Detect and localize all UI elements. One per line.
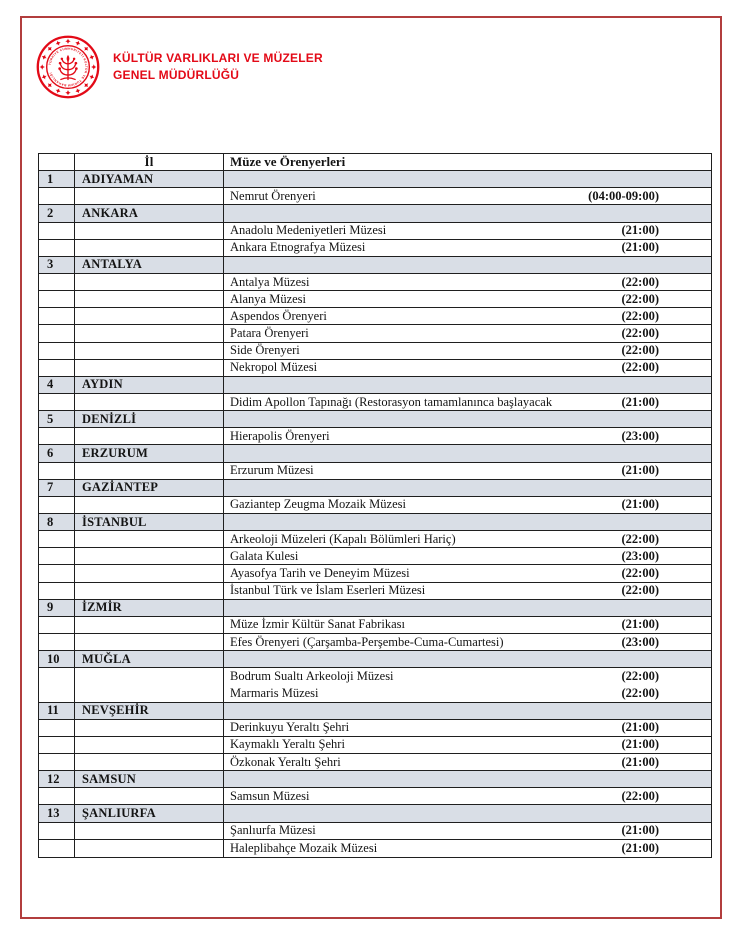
- province-name: ANTALYA: [75, 257, 224, 273]
- museum-time: (22:00): [621, 360, 659, 375]
- org-name-line1: KÜLTÜR VARLIKLARI VE MÜZELER: [113, 50, 323, 65]
- province-cell: [75, 823, 224, 839]
- museum-time: (21:00): [621, 223, 659, 238]
- row-number: [39, 428, 75, 444]
- province-cell: [75, 343, 224, 359]
- museum-cell: [224, 240, 711, 256]
- museum-name: Müze İzmir Kültür Sanat Fabrikası: [230, 617, 405, 632]
- province-cell: [75, 583, 224, 599]
- museum-name: Aspendos Örenyeri: [230, 308, 327, 323]
- province-name: İZMİR: [75, 600, 224, 616]
- museum-name: Hierapolis Örenyeri: [230, 428, 330, 443]
- museum-cell: [224, 788, 711, 804]
- museum-time: (21:00): [621, 754, 659, 769]
- museum-line: [230, 668, 659, 685]
- museum-line: [230, 685, 659, 702]
- museum-row: [39, 720, 711, 737]
- province-cell: [75, 737, 224, 753]
- empty-cell: [224, 651, 711, 667]
- museum-row: [39, 583, 711, 600]
- row-number: [39, 583, 75, 599]
- row-number: [39, 497, 75, 513]
- province-cell: [75, 274, 224, 290]
- province-row: [39, 805, 711, 822]
- province-cell: [75, 497, 224, 513]
- museum-row: [39, 394, 711, 411]
- province-name: İSTANBUL: [75, 514, 224, 530]
- empty-cell: [224, 205, 711, 221]
- museum-time: (21:00): [621, 497, 659, 512]
- museum-time: (22:00): [621, 325, 659, 340]
- museum-name: Efes Örenyeri (Çarşamba-Perşembe-Cuma-Cumartesi): [230, 634, 504, 649]
- row-number: [39, 720, 75, 736]
- museum-cell: [224, 497, 711, 513]
- museum-name: Side Örenyeri: [230, 343, 300, 358]
- province-cell: [75, 428, 224, 444]
- museum-row: [39, 274, 711, 291]
- row-number: [39, 308, 75, 324]
- museum-row: [39, 291, 711, 308]
- province-name: SAMSUN: [75, 771, 224, 787]
- province-name: ADIYAMAN: [75, 171, 224, 187]
- museum-row: [39, 617, 711, 634]
- row-number: [39, 531, 75, 547]
- row-number: 5: [39, 411, 75, 427]
- museum-time: (22:00): [621, 669, 659, 684]
- museum-time: (22:00): [621, 308, 659, 323]
- museum-row: [39, 360, 711, 377]
- province-cell: [75, 634, 224, 650]
- letterhead: [36, 35, 323, 99]
- row-number: [39, 343, 75, 359]
- seal-text: TÜRKİYE CUMHURİYETİ KÜLTÜR VE TURİZM BAKANLIĞI: [47, 46, 89, 88]
- museum-cell: [224, 308, 711, 324]
- empty-cell: [224, 445, 711, 461]
- museum-cell: [224, 583, 711, 599]
- empty-cell: [224, 377, 711, 393]
- museum-name: Patara Örenyeri: [230, 325, 309, 340]
- museum-row: [39, 308, 711, 325]
- header-sites-cell: Müze ve Örenyerleri: [230, 154, 346, 170]
- row-number: 2: [39, 205, 75, 221]
- province-name: ANKARA: [75, 205, 224, 221]
- museum-time: (22:00): [621, 531, 659, 546]
- province-row: [39, 171, 711, 188]
- museum-name: Şanlıurfa Müzesi: [230, 823, 316, 838]
- province-cell: [75, 291, 224, 307]
- museum-time: (23:00): [621, 548, 659, 563]
- museum-name: Alanya Müzesi: [230, 291, 307, 306]
- museum-cell: [224, 463, 711, 479]
- province-name: DENİZLİ: [75, 411, 224, 427]
- row-number: [39, 823, 75, 839]
- museum-row: [39, 497, 711, 514]
- museum-time: (22:00): [621, 291, 659, 306]
- museum-name: Kaymaklı Yeraltı Şehri: [230, 737, 345, 752]
- museum-name: Ankara Etnografya Müzesi: [230, 240, 366, 255]
- museum-time: (21:00): [621, 720, 659, 735]
- museum-row: [39, 325, 711, 342]
- museum-name: Antalya Müzesi: [230, 274, 310, 289]
- province-cell: [75, 788, 224, 804]
- museum-row: [39, 428, 711, 445]
- museum-row: [39, 463, 711, 480]
- province-name: ŞANLIURFA: [75, 805, 224, 821]
- museum-name: Didim Apollon Tapınağı (Restorasyon tamamlanınca başlayacak: [230, 394, 553, 409]
- museum-time: (04:00-09:00): [588, 188, 659, 203]
- museum-cell: [224, 325, 711, 341]
- row-number: [39, 223, 75, 239]
- museum-name: Erzurum Müzesi: [230, 463, 314, 478]
- empty-cell: [224, 600, 711, 616]
- museum-name: Gaziantep Zeugma Mozaik Müzesi: [230, 497, 406, 512]
- province-row: [39, 205, 711, 222]
- museum-cell: [224, 617, 711, 633]
- museum-row: [39, 668, 711, 702]
- row-number: 1: [39, 171, 75, 187]
- row-number: [39, 565, 75, 581]
- row-number: 4: [39, 377, 75, 393]
- org-name-line2: GENEL MÜDÜRLÜĞÜ: [113, 68, 240, 82]
- province-cell: [75, 617, 224, 633]
- row-number: 11: [39, 703, 75, 719]
- row-number: [39, 617, 75, 633]
- empty-cell: [224, 257, 711, 273]
- museum-row: [39, 343, 711, 360]
- province-cell: [75, 548, 224, 564]
- museum-name: Nemrut Örenyeri: [230, 188, 316, 203]
- museum-time: (23:00): [621, 634, 659, 649]
- province-cell: [75, 223, 224, 239]
- museum-row: [39, 823, 711, 840]
- province-row: [39, 703, 711, 720]
- museum-name: Haleplibahçe Mozaik Müzesi: [230, 840, 378, 855]
- museum-cell: [224, 291, 711, 307]
- museum-time: (23:00): [621, 428, 659, 443]
- museum-time: (22:00): [621, 788, 659, 803]
- province-cell: [75, 565, 224, 581]
- row-number: 8: [39, 514, 75, 530]
- province-cell: [75, 394, 224, 410]
- row-number: [39, 291, 75, 307]
- row-number: [39, 668, 75, 701]
- row-number: [39, 737, 75, 753]
- province-cell: [75, 308, 224, 324]
- empty-cell: [224, 771, 711, 787]
- museum-name: Marmaris Müzesi: [230, 685, 319, 700]
- province-cell: [75, 360, 224, 376]
- museum-row: [39, 223, 711, 240]
- museum-name: Ayasofya Tarih ve Deneyim Müzesi: [230, 565, 410, 580]
- museum-cell: [224, 360, 711, 376]
- museum-cell: [224, 823, 711, 839]
- museum-cell: [224, 274, 711, 290]
- row-number: [39, 840, 75, 857]
- museum-name: Bodrum Sualtı Arkeoloji Müzesi: [230, 669, 394, 684]
- museum-row: [39, 840, 711, 857]
- row-number: 12: [39, 771, 75, 787]
- museum-time: (22:00): [621, 565, 659, 580]
- museum-time: (22:00): [621, 583, 659, 598]
- row-number: [39, 463, 75, 479]
- row-number: [39, 325, 75, 341]
- tree-of-life-emblem: [58, 56, 77, 79]
- museum-time: (22:00): [621, 685, 659, 700]
- header-number-cell: [39, 154, 75, 170]
- museum-cell: [224, 737, 711, 753]
- museum-row: [39, 548, 711, 565]
- province-cell: [75, 325, 224, 341]
- empty-cell: [224, 411, 711, 427]
- museum-cell: [224, 754, 711, 770]
- museum-cell: [224, 840, 711, 857]
- row-number: [39, 754, 75, 770]
- province-row: [39, 651, 711, 668]
- museum-row: [39, 788, 711, 805]
- province-row: [39, 480, 711, 497]
- ministry-seal-logo: [36, 35, 100, 99]
- province-cell: [75, 188, 224, 204]
- museum-time: (22:00): [621, 343, 659, 358]
- province-row: [39, 411, 711, 428]
- museum-cell: [224, 565, 711, 581]
- province-name: MUĞLA: [75, 651, 224, 667]
- row-number: [39, 274, 75, 290]
- province-name: ERZURUM: [75, 445, 224, 461]
- province-row: [39, 377, 711, 394]
- row-number: [39, 788, 75, 804]
- museum-time: (22:00): [621, 274, 659, 289]
- empty-cell: [224, 480, 711, 496]
- museum-name: Samsun Müzesi: [230, 788, 310, 803]
- museum-hours-table: [38, 153, 712, 858]
- row-number: [39, 548, 75, 564]
- museum-time: (21:00): [621, 463, 659, 478]
- museum-row: [39, 634, 711, 651]
- row-number: [39, 634, 75, 650]
- museum-name: Derinkuyu Yeraltı Şehri: [230, 720, 350, 735]
- province-row: [39, 771, 711, 788]
- museum-name: İstanbul Türk ve İslam Eserleri Müzesi: [230, 583, 426, 598]
- museum-name: Özkonak Yeraltı Şehri: [230, 754, 341, 769]
- row-number: [39, 394, 75, 410]
- museum-cell: [224, 668, 711, 701]
- empty-cell: [224, 805, 711, 821]
- museum-row: [39, 737, 711, 754]
- province-cell: [75, 531, 224, 547]
- row-number: 10: [39, 651, 75, 667]
- province-row: [39, 445, 711, 462]
- row-number: [39, 188, 75, 204]
- museum-cell: [224, 531, 711, 547]
- table-header-row: [39, 154, 711, 171]
- museum-cell: [224, 634, 711, 650]
- museum-name: Anadolu Medeniyetleri Müzesi: [230, 223, 387, 238]
- empty-cell: [224, 171, 711, 187]
- museum-time: (21:00): [621, 240, 659, 255]
- museum-time: (21:00): [621, 737, 659, 752]
- museum-time: (21:00): [621, 840, 659, 855]
- museum-time: (21:00): [621, 617, 659, 632]
- province-row: [39, 514, 711, 531]
- row-number: [39, 360, 75, 376]
- province-name: GAZİANTEP: [75, 480, 224, 496]
- empty-cell: [224, 514, 711, 530]
- museum-name: Galata Kulesi: [230, 548, 299, 563]
- museum-row: [39, 565, 711, 582]
- museum-cell: [224, 223, 711, 239]
- province-cell: [75, 463, 224, 479]
- header-province-cell: İl: [75, 154, 224, 170]
- row-number: 9: [39, 600, 75, 616]
- page-frame: [20, 16, 722, 919]
- row-number: 3: [39, 257, 75, 273]
- museum-cell: [224, 548, 711, 564]
- row-number: 7: [39, 480, 75, 496]
- museum-time: (21:00): [621, 823, 659, 838]
- museum-row: [39, 531, 711, 548]
- museum-cell: [224, 720, 711, 736]
- museum-cell: [224, 343, 711, 359]
- province-cell: [75, 754, 224, 770]
- province-row: [39, 257, 711, 274]
- row-number: 13: [39, 805, 75, 821]
- province-name: NEVŞEHİR: [75, 703, 224, 719]
- museum-row: [39, 188, 711, 205]
- row-number: [39, 240, 75, 256]
- province-cell: [75, 720, 224, 736]
- museum-cell: [224, 428, 711, 444]
- museum-row: [39, 754, 711, 771]
- museum-name: Nekropol Müzesi: [230, 360, 318, 375]
- province-name: AYDIN: [75, 377, 224, 393]
- province-cell: [75, 840, 224, 857]
- empty-cell: [224, 703, 711, 719]
- province-cell: [75, 668, 224, 701]
- museum-cell: [224, 188, 711, 204]
- museum-name: Arkeoloji Müzeleri (Kapalı Bölümleri Hariç): [230, 531, 456, 546]
- museum-cell: [224, 394, 711, 410]
- province-row: [39, 600, 711, 617]
- org-title: [113, 50, 323, 85]
- museum-time: (21:00): [621, 394, 659, 409]
- museum-row: [39, 240, 711, 257]
- province-cell: [75, 240, 224, 256]
- row-number: 6: [39, 445, 75, 461]
